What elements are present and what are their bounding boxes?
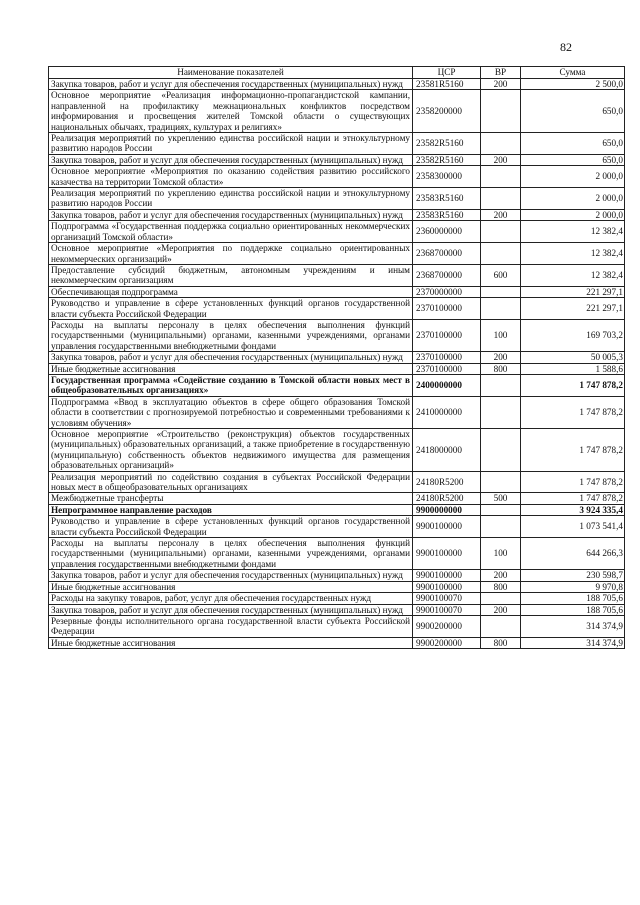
row-vr-cell [481,90,521,133]
row-name-cell: Расходы на выплаты персоналу в целях обеспечения выполнения функций государственными (муниципальными) органами, казенными учреждениями, органами управления государственными внебюджетными фондами [49,319,413,351]
row-sum-cell: 2 000,0 [521,209,625,220]
row-name-cell: Предоставление субсидий бюджетным, автономным учреждениям и иным некоммерческим организациям [49,264,413,286]
row-sum-cell: 50 005,3 [521,352,625,363]
header-vr: ВР [481,67,521,79]
row-vr-cell: 200 [481,209,521,220]
table-row [49,637,625,648]
row-sum-cell: 1 073 541,4 [521,516,625,538]
table-row [49,188,625,210]
row-csr-cell: 2358200000 [413,90,481,133]
row-name-cell: Государственная программа «Содействие созданию в Томской области новых мест в общеобразовательных организациях» [49,374,413,396]
row-vr-cell: 800 [481,581,521,592]
row-csr-cell: 9900100000 [413,538,481,570]
row-name-cell: Иные бюджетные ассигнования [49,363,413,374]
row-csr-cell: 2400000000 [413,374,481,396]
row-sum-cell: 1 747 878,2 [521,493,625,504]
row-vr-cell [481,396,521,428]
table-row [49,209,625,220]
row-csr-cell: 2370100000 [413,363,481,374]
header-name: Наименование показателей [49,67,413,79]
row-sum-cell: 12 382,4 [521,243,625,265]
table-row [49,516,625,538]
row-csr-cell: 9900100000 [413,570,481,581]
row-vr-cell [481,429,521,472]
table-row [49,471,625,493]
row-name-cell: Реализация мероприятий по укреплению единства российской нации и этнокультурному развитию народов России [49,133,413,155]
row-sum-cell: 650,0 [521,154,625,165]
row-name-cell: Закупка товаров, работ и услуг для обеспечения государственных (муниципальных) нужд [49,154,413,165]
table-header-row [49,67,625,79]
row-vr-cell: 800 [481,637,521,648]
row-vr-cell: 600 [481,264,521,286]
row-csr-cell: 23583R5160 [413,188,481,210]
row-name-cell: Подпрограмма «Государственная поддержка социально ориентированных некоммерческих организаций Томской области» [49,221,413,243]
header-csr: ЦСР [413,67,481,79]
row-csr-cell: 2370100000 [413,319,481,351]
table-row [49,538,625,570]
table-body [49,79,625,649]
table-row [49,570,625,581]
row-vr-cell: 200 [481,352,521,363]
table-row [49,352,625,363]
row-sum-cell: 230 598,7 [521,570,625,581]
row-name-cell: Реализация мероприятий по укреплению единства российской нации и этнокультурному развитию народов России [49,188,413,210]
row-csr-cell: 9900100070 [413,604,481,615]
row-sum-cell: 221 297,1 [521,286,625,297]
row-csr-cell: 2410000000 [413,396,481,428]
header-sum: Сумма [521,67,625,79]
row-sum-cell: 1 747 878,2 [521,396,625,428]
table-row [49,504,625,515]
row-name-cell: Подпрограмма «Ввод в эксплуатацию объектов в сфере общего образования Томской области в соответствии с прогнозируемой потребностью и современными требованиями к условиям обучения» [49,396,413,428]
row-vr-cell [481,286,521,297]
table-row [49,593,625,604]
row-sum-cell: 650,0 [521,90,625,133]
row-vr-cell [481,166,521,188]
row-name-cell: Закупка товаров, работ и услуг для обеспечения государственных (муниципальных) нужд [49,209,413,220]
row-vr-cell [481,243,521,265]
row-csr-cell: 9900200000 [413,615,481,637]
row-csr-cell: 2368700000 [413,243,481,265]
table-row [49,298,625,320]
row-name-cell: Межбюджетные трансферты [49,493,413,504]
row-csr-cell: 23581R5160 [413,79,481,90]
row-name-cell: Руководство и управление в сфере установленных функций органов государственной власти субъекта Российской Федерации [49,516,413,538]
row-vr-cell [481,615,521,637]
row-sum-cell: 650,0 [521,133,625,155]
row-csr-cell: 2368700000 [413,264,481,286]
table-row [49,154,625,165]
row-sum-cell: 1 747 878,2 [521,429,625,472]
page-number: 82 [560,40,572,54]
row-vr-cell [481,504,521,515]
table-row [49,615,625,637]
row-name-cell: Иные бюджетные ассигнования [49,637,413,648]
table-row [49,221,625,243]
row-csr-cell: 2370100000 [413,298,481,320]
row-vr-cell [481,516,521,538]
row-name-cell: Закупка товаров, работ и услуг для обеспечения государственных (муниципальных) нужд [49,570,413,581]
row-name-cell: Закупка товаров, работ и услуг для обеспечения государственных (муниципальных) нужд [49,604,413,615]
row-name-cell: Закупка товаров, работ и услуг для обеспечения государственных (муниципальных) нужд [49,352,413,363]
row-name-cell: Расходы на выплаты персоналу в целях обеспечения выполнения функций государственными (муниципальными) органами, казенными учреждениями, органами управления государственными внебюджетными фондами [49,538,413,570]
row-name-cell: Расходы на закупку товаров, работ, услуг для обеспечения государственных нужд [49,593,413,604]
row-csr-cell: 9900200000 [413,637,481,648]
row-sum-cell: 3 924 335,4 [521,504,625,515]
row-csr-cell: 2370000000 [413,286,481,297]
table-row [49,166,625,188]
row-vr-cell [481,471,521,493]
row-sum-cell: 1 588,6 [521,363,625,374]
row-csr-cell: 2358300000 [413,166,481,188]
row-csr-cell: 9900100070 [413,593,481,604]
table-row [49,90,625,133]
row-sum-cell: 2 000,0 [521,166,625,188]
row-csr-cell: 24180R5200 [413,493,481,504]
row-sum-cell: 644 266,3 [521,538,625,570]
row-csr-cell: 9900000000 [413,504,481,515]
row-sum-cell: 169 703,2 [521,319,625,351]
row-vr-cell: 100 [481,319,521,351]
row-vr-cell: 500 [481,493,521,504]
row-name-cell: Основное мероприятие «Мероприятия по поддержке социально ориентированных некоммерческих организаций» [49,243,413,265]
row-csr-cell: 23582R5160 [413,133,481,155]
row-name-cell: Иные бюджетные ассигнования [49,581,413,592]
row-vr-cell: 200 [481,604,521,615]
table-row [49,374,625,396]
row-csr-cell: 9900100000 [413,581,481,592]
row-sum-cell: 12 382,4 [521,221,625,243]
table-row [49,243,625,265]
row-sum-cell: 188 705,6 [521,604,625,615]
table-row [49,493,625,504]
table-row [49,429,625,472]
row-name-cell: Основное мероприятие «Мероприятия по оказанию содействия развитию российского казачества на территории Томской области» [49,166,413,188]
row-csr-cell: 9900100000 [413,516,481,538]
row-vr-cell [481,188,521,210]
row-name-cell: Непрограммное направление расходов [49,504,413,515]
row-sum-cell: 314 374,9 [521,615,625,637]
row-csr-cell: 2360000000 [413,221,481,243]
row-sum-cell: 221 297,1 [521,298,625,320]
row-vr-cell: 200 [481,154,521,165]
row-name-cell: Реализация мероприятий по содействию создания в субъектах Российской Федерации новых мест в общеобразовательных организациях [49,471,413,493]
row-sum-cell: 2 000,0 [521,188,625,210]
row-vr-cell [481,221,521,243]
table-row [49,363,625,374]
row-vr-cell [481,298,521,320]
row-vr-cell: 200 [481,79,521,90]
table-row [49,264,625,286]
row-name-cell: Руководство и управление в сфере установленных функций органов государственной власти субъекта Российской Федерации [49,298,413,320]
table-row [49,79,625,90]
row-name-cell: Основное мероприятие «Строительство (реконструкция) объектов государственных (муниципальных) образовательных организаций, а также приобретение в государственную (муниципальную) собственность объектов недвижимого имущества для размещения образовательных организаций» [49,429,413,472]
row-vr-cell: 100 [481,538,521,570]
row-sum-cell: 314 374,9 [521,637,625,648]
row-vr-cell [481,133,521,155]
row-csr-cell: 2418000000 [413,429,481,472]
row-sum-cell: 188 705,6 [521,593,625,604]
row-name-cell: Закупка товаров, работ и услуг для обеспечения государственных (муниципальных) нужд [49,79,413,90]
row-name-cell: Резервные фонды исполнительного органа государственной власти субъекта Российской Федерации [49,615,413,637]
row-csr-cell: 23582R5160 [413,154,481,165]
row-csr-cell: 23583R5160 [413,209,481,220]
row-sum-cell: 1 747 878,2 [521,374,625,396]
table-row [49,319,625,351]
table-row [49,396,625,428]
row-vr-cell: 800 [481,363,521,374]
row-name-cell: Основное мероприятие «Реализация информационно-пропагандистской кампании, направленной на профилактику межнациональных конфликтов посредством информирования и просвещения жителей Томской области о существующих национальных обычаях, традициях, культурах и религиях» [49,90,413,133]
row-name-cell: Обеспечивающая подпрограмма [49,286,413,297]
row-sum-cell: 9 970,8 [521,581,625,592]
row-vr-cell: 200 [481,570,521,581]
table-row [49,286,625,297]
table-row [49,604,625,615]
row-csr-cell: 24180R5200 [413,471,481,493]
row-sum-cell: 12 382,4 [521,264,625,286]
table-row [49,581,625,592]
table-row [49,133,625,155]
budget-table [48,66,625,649]
row-vr-cell [481,374,521,396]
row-csr-cell: 2370100000 [413,352,481,363]
row-vr-cell [481,593,521,604]
row-sum-cell: 2 500,0 [521,79,625,90]
row-sum-cell: 1 747 878,2 [521,471,625,493]
